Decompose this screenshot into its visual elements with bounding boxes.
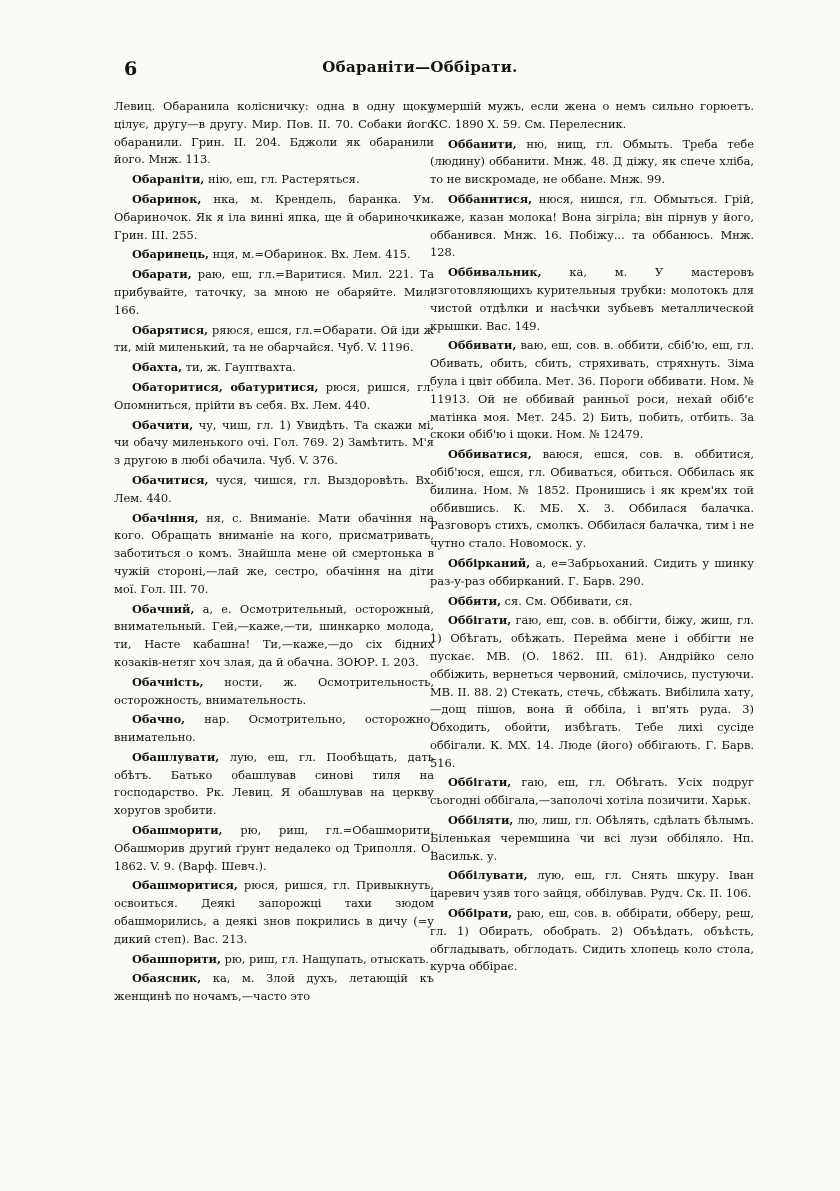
entry-text: ню, нищ, гл. Обмыть. Треба тебе (людину) оббанити. Мнж. 48. Д діжу, як спече хліба, то не вискромаде, не оббане. Мнж. 99. — [430, 136, 754, 187]
headword: Обахта, — [132, 360, 183, 375]
entry-text: ряюся, ешся, гл.=Обарати. Ой іди ж ти, мій миленький, та не обарчайся. Чуб. V. 1196. — [114, 322, 435, 355]
headword: Обаринець, — [132, 247, 210, 262]
headword: Оббивати, — [448, 338, 517, 353]
entry-text: нця, м.=Обаринок. Вх. Лем. 415. — [212, 247, 411, 262]
entry-text: ся. См. Оббивати, ся. — [504, 593, 633, 608]
entry-text: нію, еш, гл. Растеряться. — [208, 172, 360, 187]
headword: Оббігати, — [448, 613, 512, 628]
entry — [430, 337, 754, 444]
entry — [114, 970, 434, 1006]
entry — [430, 905, 754, 976]
entry — [430, 612, 754, 772]
entry — [430, 98, 754, 134]
entry-text: нар. Осмотрительно, осторожно, внимательно. — [114, 712, 435, 745]
entry-text: гаю, еш, гл. Обѣгать. Усіх подруг сьогодні оббігала,—заполочі хотіла позичити. Харьк. — [430, 775, 754, 808]
entry-text: ка, м. У мастеровъ изготовляющихъ курительныя трубки: молотокъ для чистой отдѣлки и насѣчки зубьевъ металлической крышки. Вас. 149. — [430, 265, 754, 333]
headword: Обарятися, — [132, 322, 209, 337]
entry-text: ка, м. Злой духъ, летающій къ женщинѣ по ночамъ,—часто это — [114, 971, 434, 1004]
entry-text: лю, лиш, гл. Обѣлять, сдѣлать бѣлымъ. Біленькая черемшина чи всі лузи оббіляло. Нп. Васильк. у. — [430, 813, 755, 863]
entry — [114, 191, 434, 244]
entry — [430, 191, 754, 262]
entry — [430, 264, 754, 335]
headword: Оббірати, — [448, 906, 513, 921]
entry — [114, 711, 434, 747]
entry-text: рюся, ришся, гл. Привыкнуть, освоиться. Деякі запорожці тахи зюдом обашморились, а деякі знов покрились в дичу (=у дикий степ). Вас. 213. — [114, 878, 434, 946]
entry — [114, 601, 434, 672]
entry — [114, 379, 434, 415]
entry-text: рю, риш, гл.=Обашморити. Обашморив другий ґрунт недалеко од Триполля. О. 1862. V. 9. (Варф. Шевч.). — [114, 823, 434, 873]
headword: Обаринок, — [132, 191, 202, 206]
entry — [430, 867, 754, 903]
headword: Оббірканий, — [448, 555, 531, 570]
entry — [430, 446, 754, 553]
headword: Оббігати, — [448, 775, 512, 790]
entry-text: рю, риш, гл. Нащупать, отыскать. — [224, 951, 429, 966]
entry-text: нюся, нишся, гл. Обмыться. Грій, каже, казан молока! Вона зігріла; він пірнув у його, оббанився. Мнж. 16. Побіжу... та оббанюсь. Мнж. 128. — [430, 191, 754, 260]
right-column — [430, 98, 754, 978]
entry-text: чуся, чишся, гл. Выздоровѣть. Вх. Лем. 440. — [114, 472, 434, 505]
entry — [114, 510, 434, 599]
left-column — [114, 98, 434, 1008]
headword: Обашпорити, — [132, 951, 221, 966]
entry-text: ня, с. Вниманіе. Мати обачіння на кого. Обращать вниманіе на кого, присматривать, заботиться о комъ. Знайшла мене ой смертонька в чужій стороні,—лай же, сестро, обачіння на діти мої. Гол. III. 70. — [114, 510, 435, 596]
entry-text: гаю, еш, сов. в. оббігти, біжу, жиш, гл. 1) Обѣгать, обѣжать. Перейма мене і оббігти не пускає. МВ. (О. 1862. III. 61). Андрійко село оббіжить, вернеться червоний, смілочись, пустуючи. МВ. II. 88. 2) Стекать, стечь, сбѣжать. Вибілила хату,—дощ пішов, вона й оббіла, і вп'ять руда. 3) Обходить, обойти, избѣгать. Тебе лихі сусіде оббігали. К. МХ. 14. Люде (його) оббігають. Г. Барв. 516. — [430, 613, 754, 770]
entry — [114, 266, 434, 319]
headword: Оббанитися, — [448, 191, 533, 206]
page-number: 6 — [124, 58, 138, 80]
entry-text: чу, чиш, гл. 1) Увидѣть. Та скажи мі, чи обачу миленького очі. Гол. 769. 2) Замѣтить. М'я з другою в любі обачила. Чуб. V. 376. — [114, 417, 434, 468]
headword: Обашлувати, — [132, 749, 220, 764]
entry — [430, 593, 754, 611]
running-title: Обараніти—Оббірати. — [322, 58, 518, 76]
entry-text: ти, ж. Гауптвахта. — [185, 360, 296, 375]
entry-text: а, е=Забрьоханий. Сидить у шинку раз-у-раз оббирканий. Г. Барв. 290. — [430, 555, 754, 588]
entry — [114, 98, 434, 169]
entry — [114, 877, 434, 948]
entry — [430, 812, 754, 865]
entry-text: Левиц. Обаранила колісничку: одна в одну щоку цілує, другу—в другу. Мир. Пов. II. 70. Собаки його обаранили. Грин. II. 204. Бджоли як обаранили його. Мнж. 113. — [114, 99, 434, 167]
entry — [114, 359, 434, 377]
entry-text: раю, еш, гл.=Варитися. Мил. 221. Та прибувайте, таточку, за мною не обаряйте. Мил. 166. — [114, 267, 434, 317]
headword: Обашморити, — [132, 823, 223, 838]
headword: Обачність, — [132, 674, 204, 689]
headword: Обаторитися, обатуритися, — [132, 379, 319, 394]
entry-text: рюся, ришся, гл. Опомниться, прійти въ себя. Вх. Лем. 440. — [114, 379, 434, 412]
headword: Обаясник, — [132, 971, 202, 986]
entry — [114, 417, 434, 470]
entry — [114, 472, 434, 508]
entry-text: ваю, еш, сов. в. оббити, сбіб'ю, еш, гл. Обивать, обить, сбить, стряхивать, стряхнуть. Зіма була і цвіт оббила. Мет. 36. Пороги оббивати. Ном. № 11913. Ой не оббивай ранньої роси, нехай обіб'є матінка моя. Мет. 245. 2) Бить, побить, отбить. За скоки обіб'ю і щоки. Ном. № 12479. — [430, 338, 754, 442]
entry — [430, 774, 754, 810]
headword: Оббиватися, — [448, 447, 532, 462]
headword: Обачіння, — [132, 510, 199, 525]
headword: Оббіляти, — [448, 813, 514, 828]
headword: Обарати, — [132, 267, 192, 282]
headword: Обачитися, — [132, 472, 209, 487]
headword: Обашморитися, — [132, 878, 238, 893]
entry-text: лую, еш, гл. Пообѣщать, дать обѣтъ. Батько обашлував синові тиля на господарство. Рк. Левиц. Я обашлував на церкву хоругов зробити. — [114, 749, 434, 818]
entry-text: раю, еш, сов. в. оббірати, обберу, реш, гл. 1) Обирать, обобрать. 2) Объѣдать, объѣсть, обгладывать, обглодать. Сидить хлопець коло стола, курча оббірає. — [430, 906, 754, 974]
entry — [430, 555, 754, 591]
headword: Обачний, — [132, 601, 195, 616]
entry-text: ности, ж. Осмотрительность, осторожность, внимательность. — [114, 674, 434, 707]
entry-text: лую, еш, гл. Снять шкуру. Іван царевич узяв того зайця, оббілував. Рудч. Ск. II. 106. — [430, 868, 755, 901]
entry-text: нка, м. Крендель, баранка. Ум. Обариночок. Як я іла винні япка, ще й обариночки. Грин. III. 255. — [114, 191, 435, 242]
entry — [114, 171, 434, 189]
headword: Оббити, — [448, 593, 502, 608]
entry-text: умершій мужъ, если жена о немъ сильно горюетъ. КС. 1890 X. 59. См. Перелесник. — [430, 99, 754, 131]
entry — [114, 322, 434, 358]
headword: Оббілувати, — [448, 868, 528, 883]
headword: Оббанити, — [448, 136, 517, 151]
entry — [114, 674, 434, 710]
entry — [114, 246, 434, 264]
entry-text: ваюся, ешся, сов. в. оббитися, обіб'юся, ешся, гл. Обиваться, обиться. Оббилась як билина. Ном. № 1852. Пронишись і як крем'ях той оббившись. К. МБ. X. 3. Оббилася балачка. Разговоръ стихъ, смолкъ. Оббилася балачка, тим і не чутно стало. Новомоск. у. — [430, 447, 755, 551]
headword: Обачити, — [132, 417, 194, 432]
headword: Обачно, — [132, 712, 186, 727]
entry — [430, 136, 754, 189]
entry — [114, 951, 434, 969]
headword: Оббивальник, — [448, 265, 542, 280]
entry — [114, 822, 434, 875]
entry-text: а, е. Осмотрительный, осторожный, внимательный. Гей,—каже,—ти, шинкарко молода, ти, Насте кабашна! Ти,—каже,—до сіх бідних козаків-нетяг хоч злая, да й обачна. ЗОЮР. I. 203. — [114, 601, 434, 669]
entry — [114, 749, 434, 820]
headword: Обараніти, — [132, 172, 205, 187]
